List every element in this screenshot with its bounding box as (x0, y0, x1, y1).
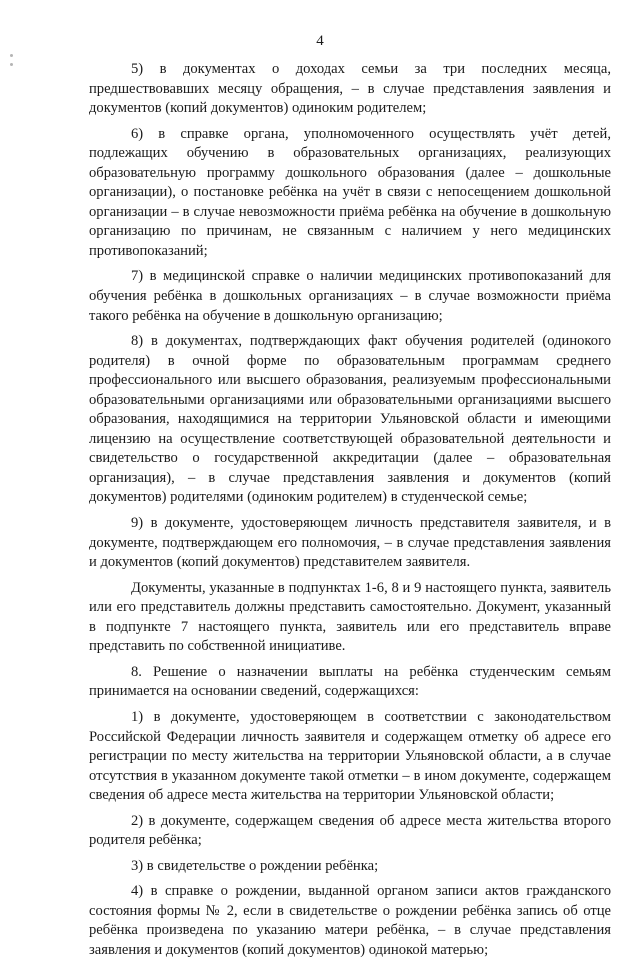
paragraph-clause-8-subitem-4: 4) в справке о рождении, выданной органом записи актов гражданского состояния формы № 2, если в свидетельстве о рождении ребёнка запись об отце ребёнка произведена по указанию матери ребёнка, – в случае представления заявления и документов (копий документов) одинокой матерью; (89, 883, 611, 958)
paragraph-subitem-9: 9) в документе, удостоверяющем личность представителя заявителя, и в документе, подтверждающем его полномочия, – в случае представления заявления и документов (копий документов) представителем заявителя. (89, 515, 611, 571)
paragraph-subitem-8: 8) в документах, подтверждающих факт обучения родителей (одинокого родителя) в очной форме по образовательным программам среднего профессионального или высшего образования, реализуемым профессиональными образовательными организациями или образовательными организациями высшего образования, находящимися на территории Ульяновской области и имеющими лицензию на осуществление соответствующей образовательной деятельности и свидетельство о государственной аккредитации (далее – образовательная организация), – в случае представления заявления и документов (копий документов) родителями (одиноким родителем) в студенческой семье; (89, 333, 611, 506)
paragraph-documents-note: Документы, указанные в подпунктах 1-6, 8 и 9 настоящего пункта, заявитель или его представитель должны представить самостоятельно. Документ, указанный в подпункте 7 настоящего пункта, заявитель или его представитель вправе представить по собственной инициативе. (89, 579, 611, 655)
paragraph-clause-8-subitem-2: 2) в документе, содержащем сведения об адресе места жительства второго родителя ребёнка; (89, 812, 611, 849)
paragraph-clause-8-subitem-1: 1) в документе, удостоверяющем в соответствии с законодательством Российской Федерации личность заявителя и содержащем отметку об адресе его регистрации по месту жительства на территории Ульяновской области, а в случае отсутствия в указанном документе такой отметки – в ином документе, содержащем сведения об адресе места жительства на территории Ульяновской области; (89, 708, 611, 804)
paragraph-clause-8: 8. Решение о назначении выплаты на ребёнка студенческим семьям принимается на основании сведений, содержащихся: (89, 663, 611, 700)
paragraph-subitem-6: 6) в справке органа, уполномоченного осуществлять учёт детей, подлежащих обучению в образовательных организациях, реализующих образовательную программу дошкольного образования (далее – дошкольные организации), о постановке ребёнка на учёт в связи с непосещением дошкольной организации – в случае невозможности приёма ребёнка на обучение в дошкольную организацию по причинам, не связанным с наличием у него медицинских противопоказаний; (89, 125, 611, 259)
punch-hole-marks (6, 50, 20, 80)
punch-hole-mark (10, 63, 13, 66)
document-body (89, 60, 611, 961)
page-number: 4 (316, 33, 324, 49)
punch-hole-mark (10, 54, 13, 57)
paragraph-clause-8-subitem-3: 3) в свидетельстве о рождении ребёнка; (131, 857, 379, 874)
paragraph-subitem-5: 5) в документах о доходах семьи за три последних месяца, предшествовавших месяцу обращения, – в случае представления заявления и документов (копий документов) одиноким родителем; (89, 61, 611, 117)
paragraph-subitem-7: 7) в медицинской справке о наличии медицинских противопоказаний для обучения ребёнка в дошкольных организациях – в случае возможности приёма такого ребёнка на обучение в дошкольную организацию; (89, 268, 611, 324)
